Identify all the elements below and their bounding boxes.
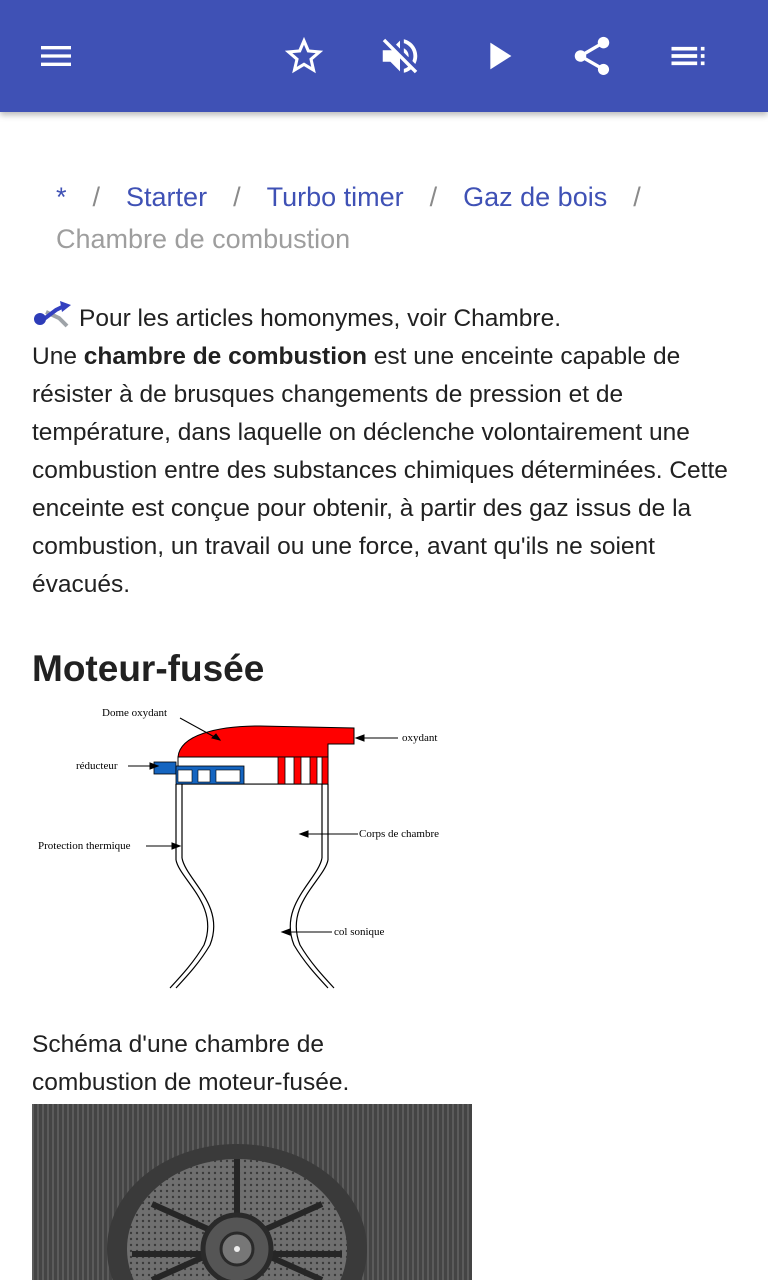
intro-term: chambre de combustion (83, 343, 367, 370)
breadcrumb-separator: / (92, 182, 101, 212)
play-button[interactable] (470, 28, 526, 84)
label-corps-de-chambre: Corps de chambre (359, 828, 440, 840)
share-icon (569, 33, 615, 79)
table-of-contents-button[interactable] (660, 28, 716, 84)
label-reducteur: réducteur (76, 760, 118, 772)
disambiguation-icon (32, 300, 72, 332)
label-dome-oxydant: Dome oxydant (102, 707, 168, 719)
star-outline-icon (281, 33, 327, 79)
breadcrumb-current: Chambre de combustion (56, 224, 351, 254)
breadcrumb-item-starter[interactable]: Starter (126, 182, 208, 212)
figure-caption: Schéma d'une chambre de combustion de moteur-fusée. (32, 1031, 350, 1096)
label-col-sonique: col sonique (334, 926, 385, 938)
combustion-chamber-photo[interactable] (32, 1104, 472, 1280)
favorite-button[interactable] (276, 28, 332, 84)
breadcrumb-separator: / (633, 182, 641, 212)
breadcrumb-item-home[interactable]: * (56, 182, 67, 212)
volume-off-icon (377, 33, 423, 79)
breadcrumb (56, 176, 736, 260)
breadcrumb-separator: / (429, 182, 438, 212)
mute-button[interactable] (372, 28, 428, 84)
section-heading: Moteur-fusée (32, 648, 265, 689)
label-oxydant: oxydant (402, 732, 438, 744)
breadcrumb-separator: / (233, 182, 241, 212)
intro-prefix: Une (32, 343, 84, 370)
app-bar (0, 0, 768, 112)
play-icon (475, 33, 521, 79)
breadcrumb-item-gaz-de-bois[interactable]: Gaz de bois (463, 182, 608, 212)
combustion-chamber-diagram[interactable] (32, 700, 452, 995)
homonym-note[interactable] (32, 300, 742, 338)
intro-body: est une enceinte capable de résister à de brusques changements de pression et de température, dans laquelle on déclenche volontairement une combustion entre des substances chimiques déterminées. Cette enceinte est conçue pour obtenir, à partir des gaz issus de la combustion, un travail ou une force, avant qu'ils ne soient évacués. (32, 343, 728, 598)
menu-button[interactable] (28, 28, 84, 84)
hamburger-menu-icon (36, 36, 76, 76)
homonym-text: Pour les articles homonymes, voir Chambre. (79, 305, 562, 332)
intro-paragraph (32, 338, 742, 604)
share-button[interactable] (564, 28, 620, 84)
table-of-contents-icon (666, 34, 710, 78)
article-body (32, 300, 742, 604)
label-protection-thermique: Protection thermique (38, 840, 131, 852)
breadcrumb-item-turbo-timer[interactable]: Turbo timer (266, 182, 404, 212)
